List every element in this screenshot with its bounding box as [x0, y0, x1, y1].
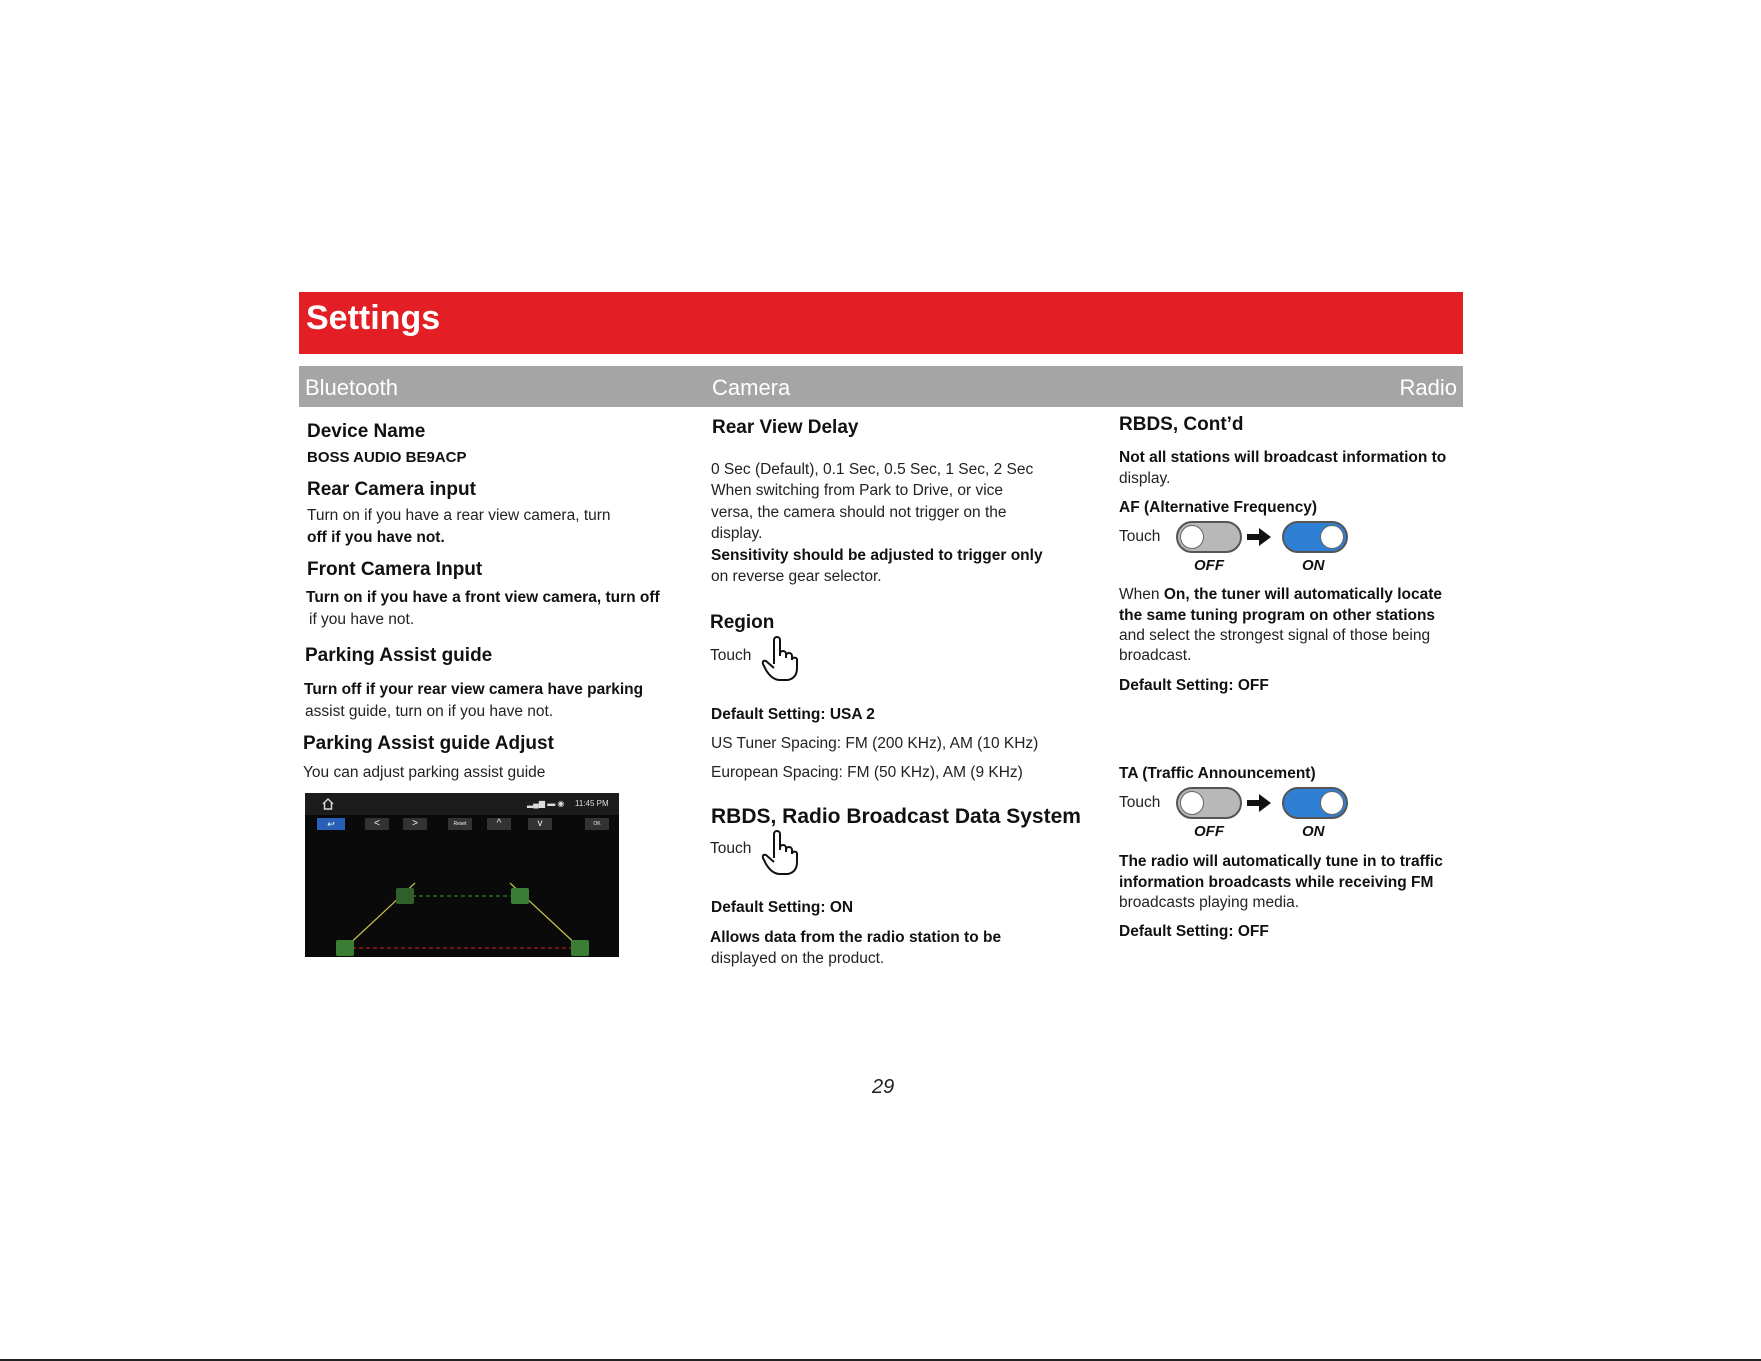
rbds-contd-heading: RBDS, Cont’d	[1119, 414, 1244, 435]
af-line3: and select the strongest signal of those being	[1119, 627, 1431, 644]
front-camera-line2: if you have not.	[309, 611, 415, 628]
ta-line1: The radio will automatically tune in to traffic	[1119, 853, 1443, 870]
af-touch-label: Touch	[1119, 528, 1161, 545]
rear-view-delay-line6: on reverse gear selector.	[711, 568, 882, 585]
af-heading: AF (Alternative Frequency)	[1119, 499, 1318, 516]
down-button[interactable]: v	[528, 818, 552, 830]
region-heading: Region	[710, 612, 775, 633]
rear-view-delay-line5: Sensitivity should be adjusted to trigger only	[711, 547, 1043, 564]
af-default: Default Setting: OFF	[1119, 677, 1269, 694]
rbds-line2: displayed on the product.	[711, 950, 885, 967]
rear-camera-heading: Rear Camera input	[307, 479, 476, 500]
region-touch-label: Touch	[710, 647, 752, 664]
section-radio: Radio	[1399, 375, 1457, 400]
af-on-label: ON	[1302, 557, 1325, 574]
front-camera-heading: Front Camera Input	[307, 559, 483, 580]
ta-touch-label: Touch	[1119, 794, 1161, 811]
af-line2: the same tuning program on other stations	[1119, 607, 1436, 624]
ok-button[interactable]: OK	[585, 818, 609, 830]
parking-guide-lines	[305, 793, 619, 957]
rear-view-delay-line2: When switching from Park to Drive, or vice	[711, 482, 1004, 499]
rbds-default: Default Setting: ON	[711, 899, 854, 916]
rbds-line1: Allows data from the radio station to be	[710, 929, 1002, 946]
parking-adjust-line1: You can adjust parking assist guide	[303, 764, 546, 781]
parking-adjust-heading: Parking Assist guide Adjust	[303, 733, 554, 754]
front-camera-line1: Turn on if you have a front view camera, turn off	[306, 589, 660, 606]
up-button[interactable]: ^	[487, 818, 511, 830]
rear-camera-line2: off if you have not.	[307, 529, 445, 546]
parking-assist-line2: assist guide, turn on if you have not.	[305, 703, 554, 720]
rear-camera-line1: Turn on if you have a rear view camera, turn	[307, 507, 611, 524]
ta-toggle-on[interactable]	[1282, 787, 1348, 819]
parking-assist-heading: Parking Assist guide	[305, 645, 493, 666]
page-number: 29	[872, 1076, 895, 1098]
status-time: 11:45 PM	[575, 799, 609, 808]
rbds-heading: RBDS, Radio Broadcast Data System	[711, 805, 1081, 828]
reset-button[interactable]: Reset	[448, 818, 472, 830]
section-camera: Camera	[712, 375, 791, 400]
device-name-heading: Device Name	[307, 421, 426, 442]
ta-toggle-off[interactable]	[1176, 787, 1242, 819]
european-spacing: European Spacing: FM (50 KHz), AM (9 KHz)	[711, 764, 1023, 781]
parking-assist-line1: Turn off if your rear view camera have parking	[304, 681, 644, 698]
signal-icons: ▂▄▆ ▬ ◉	[527, 799, 565, 808]
right-arrow-icon	[1247, 794, 1271, 812]
device-name-value: BOSS AUDIO BE9ACP	[307, 449, 467, 466]
ta-on-label: ON	[1302, 823, 1325, 840]
pointing-hand-icon	[760, 828, 800, 876]
section-bar	[299, 366, 1463, 407]
ta-default: Default Setting: OFF	[1119, 923, 1269, 940]
title-bar	[299, 292, 1463, 354]
ta-heading: TA (Traffic Announcement)	[1119, 765, 1316, 782]
right-button[interactable]: >	[403, 818, 427, 830]
region-default: Default Setting: USA 2	[711, 706, 875, 723]
rbds-contd-line2: display.	[1119, 470, 1171, 487]
us-tuner-spacing: US Tuner Spacing: FM (200 KHz), AM (10 KHz)	[711, 735, 1039, 752]
af-toggle-on[interactable]	[1282, 521, 1348, 553]
rear-view-delay-line4: display.	[711, 525, 763, 542]
rear-view-delay-line3: versa, the camera should not trigger on the	[711, 504, 1007, 521]
af-line4: broadcast.	[1119, 647, 1192, 664]
back-icon: ↩	[327, 819, 335, 829]
parking-guide-screenshot	[305, 793, 619, 957]
af-toggle-off[interactable]	[1176, 521, 1242, 553]
ta-off-label: OFF	[1194, 823, 1224, 840]
ta-line2: information broadcasts while receiving FM	[1119, 874, 1434, 891]
af-line1: When On, the tuner will automatically locate	[1119, 586, 1443, 603]
ta-line3: broadcasts playing media.	[1119, 894, 1300, 911]
page-title: Settings	[306, 299, 441, 337]
rbds-touch-label: Touch	[710, 840, 752, 857]
rear-view-delay-heading: Rear View Delay	[712, 417, 859, 438]
af-off-label: OFF	[1194, 557, 1224, 574]
rbds-contd-line1: Not all stations will broadcast information to	[1119, 449, 1447, 466]
left-button[interactable]: <	[365, 818, 389, 830]
rear-view-delay-options: 0 Sec (Default), 0.1 Sec, 0.5 Sec, 1 Sec, 2 Sec	[711, 461, 1034, 478]
right-arrow-icon	[1247, 528, 1271, 546]
pointing-hand-icon	[760, 634, 800, 682]
section-bluetooth: Bluetooth	[305, 375, 398, 400]
